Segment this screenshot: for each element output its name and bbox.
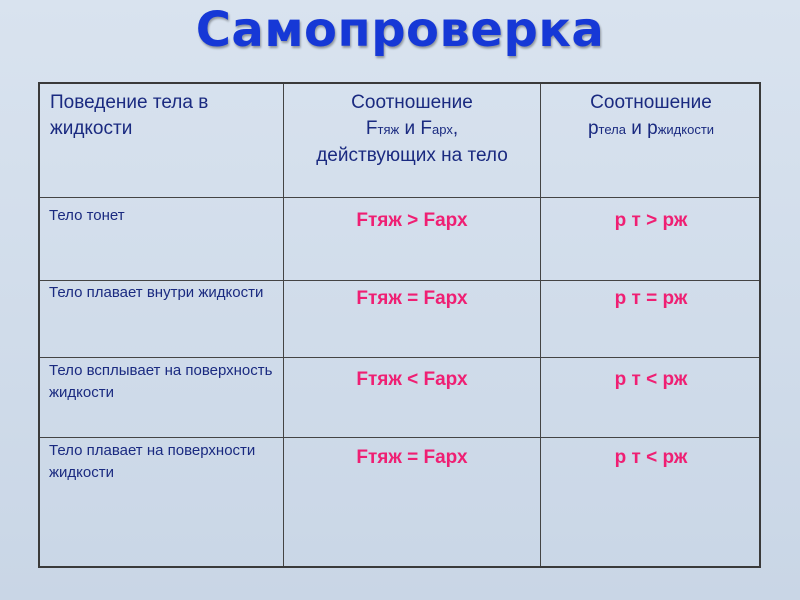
slide-title: Самопроверка bbox=[195, 2, 605, 58]
header-force-line1: Соотношение bbox=[351, 92, 473, 113]
density-relation: р т < рж bbox=[614, 369, 688, 390]
density-relation: р т = рж bbox=[614, 288, 688, 309]
header-density-line1: Соотношение bbox=[590, 92, 712, 113]
force-relation: Fтяж < Fарх bbox=[356, 369, 468, 390]
table-row-label: Тело всплывает на поверхность жидкости bbox=[49, 362, 273, 401]
force-relation: Fтяж = Fарх bbox=[356, 288, 468, 309]
header-force-line2: Fтяж и Fарх, bbox=[365, 118, 459, 139]
header-behavior: Поведение тела в жидкости bbox=[50, 92, 209, 139]
table-row-label: Тело тонет bbox=[49, 207, 125, 224]
density-relation: р т < рж bbox=[614, 447, 688, 468]
row-divider bbox=[40, 437, 759, 438]
header-force-line3: действующих на тело bbox=[316, 145, 508, 166]
density-relation: р т > рж bbox=[614, 210, 688, 231]
header-density-line2: ртела и ржидкости bbox=[587, 118, 715, 139]
row-divider bbox=[40, 280, 759, 281]
row-divider bbox=[40, 197, 759, 198]
table-row-label: Тело плавает внутри жидкости bbox=[49, 284, 264, 301]
table-row-label: Тело плавает на поверхности жидкости bbox=[49, 442, 256, 481]
header-force-ratio bbox=[284, 90, 540, 169]
force-relation: Fтяж > Fарх bbox=[356, 210, 468, 231]
self-check-table bbox=[38, 82, 761, 568]
force-relation: Fтяж = Fарх bbox=[356, 447, 468, 468]
row-divider bbox=[40, 357, 759, 358]
header-density-ratio bbox=[541, 90, 761, 143]
column-divider bbox=[540, 84, 541, 566]
